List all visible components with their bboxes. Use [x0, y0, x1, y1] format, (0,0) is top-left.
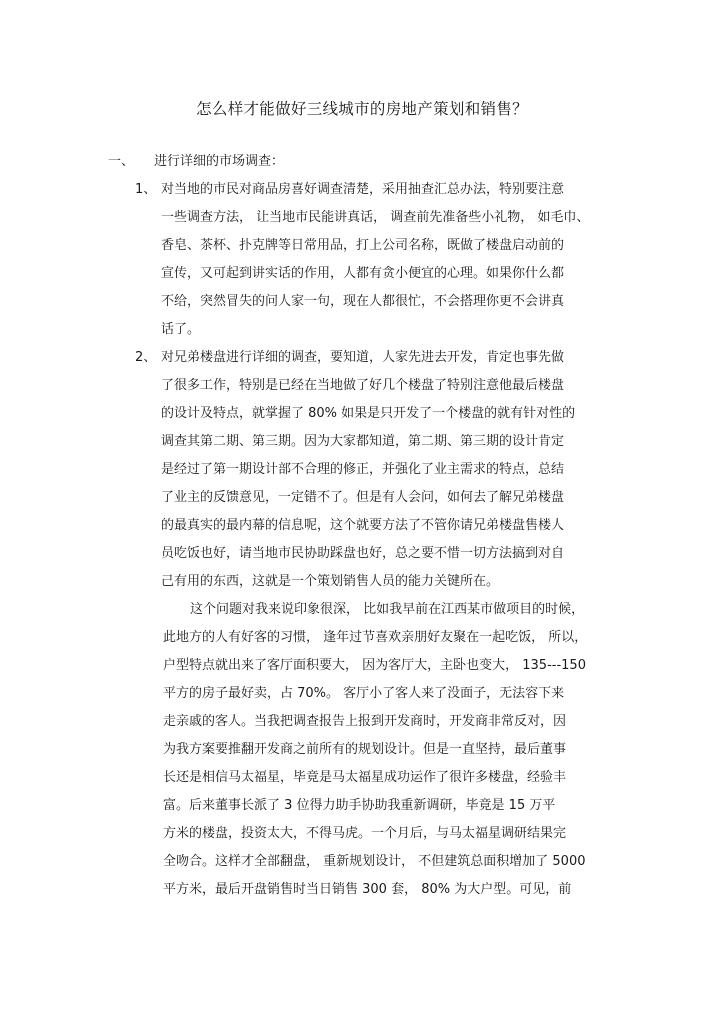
- document-title: 怎么样才能做好三线城市的房地产策划和销售？: [196, 100, 528, 118]
- text-line: 不给，突然冒失的问人家一句，现在人都很忙，不会搭理你更不会讲真: [161, 294, 565, 309]
- text-line: 走亲戚的客人。当我把调查报告上报到开发商时，开发商非常反对，因: [163, 714, 567, 729]
- text-line: 户型特点就出来了客厅面积要大， 因为客厅大，主卧也变大， 135---150: [163, 658, 586, 673]
- text-line: 话了。: [161, 322, 201, 337]
- text-line: 此地方的人有好客的习惯， 逢年过节喜欢亲朋好友聚在一起吃饭， 所以，: [163, 630, 588, 645]
- text-line: 这个问题对我来说印象很深， 比如我早前在江西某市做项目的时候，: [190, 602, 585, 617]
- text-line: 了业主的反馈意见，一定错不了。但是有人会问，如何去了解兄弟楼盘: [161, 490, 565, 505]
- text-line: 方米的楼盘，投资太大，不得马虎。一个月后，与马太福星调研结果完: [163, 826, 567, 841]
- text-line: 员吃饭也好，请当地市民协助踩盘也好，总之要不惜一切方法搞到对自: [161, 546, 565, 561]
- text-line: 一些调查方法， 让当地市民能讲真话， 调查前先准备些小礼物， 如毛巾、: [161, 210, 590, 225]
- text-line: 全吻合。这样才全部翻盘， 重新规划设计， 不但建筑总面积增加了 5000: [163, 854, 586, 869]
- text-line: 对兄弟楼盘进行详细的调查，要知道，人家先进去开发，肯定也事先做: [161, 350, 565, 365]
- text-line: 平方的房子最好卖，占 70%。 客厅小了客人来了没面子，无法容下来: [163, 686, 565, 701]
- section-heading: 进行详细的市场调查：: [154, 154, 285, 169]
- text-line: 己有用的东西，这就是一个策划销售人员的能力关键所在。: [161, 574, 500, 589]
- text-line: 长还是相信马太福星，毕竟是马太福星成功运作了很许多楼盘，经验丰: [163, 770, 567, 785]
- text-line: 平方米，最后开盘销售时当日销售 300 套， 80% 为大户型。可见，前: [163, 882, 572, 897]
- text-line: 是经过了第一期设计部不合理的修正，并强化了业主需求的特点，总结: [161, 462, 565, 477]
- text-line: 的设计及特点，就掌握了 80% 如果是只开发了一个楼盘的就有针对性的: [161, 406, 576, 421]
- text-line: 富。后来董事长派了 3 位得力助手协助我重新调研，毕竟是 15 万平: [163, 798, 556, 813]
- text-line: 的最真实的最内幕的信息呢，这个就要方法了不管你请兄弟楼盘售楼人: [161, 518, 565, 533]
- item-number: 1、: [135, 182, 157, 197]
- text-line: 为我方案要推翻开发商之前所有的规划设计。但是一直坚持，最后董事: [163, 742, 567, 757]
- section-number: 一、: [108, 154, 135, 169]
- text-line: 调查其第二期、第三期。因为大家都知道，第二期、第三期的设计肯定: [161, 434, 565, 449]
- text-line: 香皂、茶杯、扑克牌等日常用品，打上公司名称，既做了楼盘启动前的: [161, 238, 565, 253]
- text-line: 对当地的市民对商品房喜好调查清楚，采用抽查汇总办法，特别要注意: [161, 182, 565, 197]
- item-number: 2、: [135, 350, 157, 365]
- text-line: 了很多工作，特别是已经在当地做了好几个楼盘了特别注意他最后楼盘: [161, 378, 565, 393]
- text-line: 宣传，又可起到讲实话的作用，人都有贪小便宜的心理。如果你什么都: [161, 266, 565, 281]
